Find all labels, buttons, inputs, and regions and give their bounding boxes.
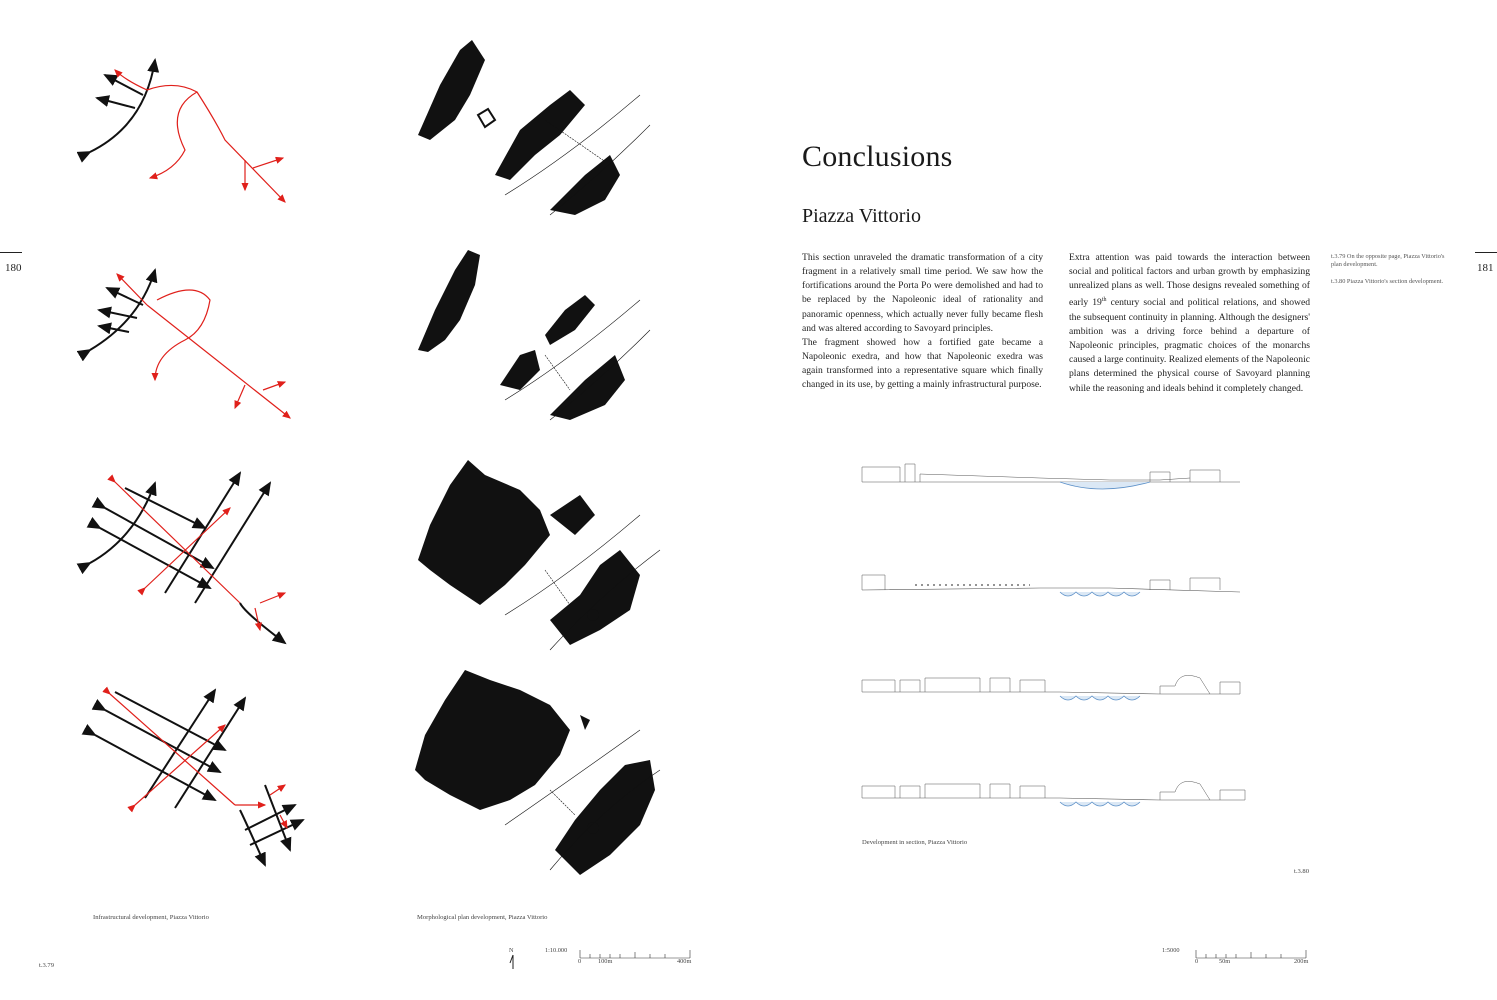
body-col1-paragraph-2: The fragment showed how a fortified gate became a Napoleonic exedra, and how that Napoleonic exedra was again transformed into a representative square which finally changed in its use, by getting a mainly infrastructural purpose. [802, 336, 1043, 391]
body-col2-paragraph [1069, 251, 1310, 396]
scale-left-tick-2: 400m [677, 958, 692, 965]
page-subtitle: Piazza Vittorio [802, 205, 921, 227]
scale-bar-right [1196, 948, 1308, 960]
morphological-map-4 [410, 660, 670, 880]
morphological-map-3 [410, 455, 670, 655]
infrastructural-diagram-1 [85, 40, 345, 220]
page-number-left: 180 [5, 262, 22, 274]
infrastructural-diagram-2 [85, 260, 345, 440]
caption-section: Development in section, Piazza Vittorio [862, 839, 968, 846]
body-col2-text-b: century social and political relations, and showed the subsequent continuity in planning. Although the designers' ambition was a driving force behind a departure of Napoleonic principles, pragmatic choices of the monarchs caused a large continuity. Realized elements of the Napoleonic plans determined the physical course of Savoyard planning while the reasoning and ideals behind it completely changed. [1069, 297, 1310, 394]
infrastructural-diagram-4 [85, 680, 345, 880]
scale-ratio-right: 1:5000 [1162, 947, 1180, 954]
body-col2-text-a: Extra attention was paid towards the interaction between social and political factors and urban growth by emphasizing unrealized plans as well. Those designs revealed something of early 19 [1069, 252, 1310, 309]
page-number-right: 181 [1477, 262, 1494, 274]
scale-right-tick-1: 50m [1219, 958, 1231, 965]
infrastructural-diagram-3 [85, 468, 345, 648]
section-drawing-3 [860, 670, 1260, 715]
section-drawing-1 [860, 462, 1260, 502]
page-title: Conclusions [802, 140, 953, 173]
figure-number-right: t.3.80 [1294, 868, 1310, 875]
caption-morphological: Morphological plan development, Piazza Vittorio [417, 914, 548, 921]
body-col1-paragraph-1: This section unraveled the dramatic transformation of a city fragment in a relatively small time period. We saw how the fortifications around the Porta Po were demolished and had to be replaced by the Napoleonic ideal of rationality and panoramic openness, which actually never fully became flesh and was altered according to Savoyard principles. [802, 252, 1043, 334]
morphological-map-1 [410, 35, 670, 215]
right-page-edge-line [1475, 252, 1497, 253]
scale-right-tick-0: 0 [1195, 958, 1199, 965]
morphological-map-2 [410, 240, 670, 420]
section-drawing-4 [860, 776, 1260, 821]
scale-left-tick-1: 100m [598, 958, 613, 965]
scale-left-tick-0: 0 [578, 958, 582, 965]
side-note-1: t.3.79 On the opposite page, Piazza Vittorio's plan development. [1331, 253, 1445, 268]
body-column-1 [802, 251, 1043, 393]
left-page-edge-line [0, 252, 22, 253]
scale-bar-left [580, 948, 692, 960]
scale-ratio-left: 1:10.000 [545, 947, 568, 954]
figure-number-left: t.3.79 [39, 962, 55, 969]
body-col2-superscript: th [1101, 297, 1107, 304]
caption-infrastructural: Infrastructural development, Piazza Vittorio [93, 914, 209, 921]
scale-right-tick-2: 200m [1294, 958, 1309, 965]
side-note-2: t.3.80 Piazza Vittorio's section development. [1331, 278, 1444, 285]
section-drawing-2 [860, 570, 1260, 610]
north-arrow-icon [509, 955, 517, 969]
body-column-2 [1069, 251, 1310, 396]
north-label: N [509, 947, 514, 954]
